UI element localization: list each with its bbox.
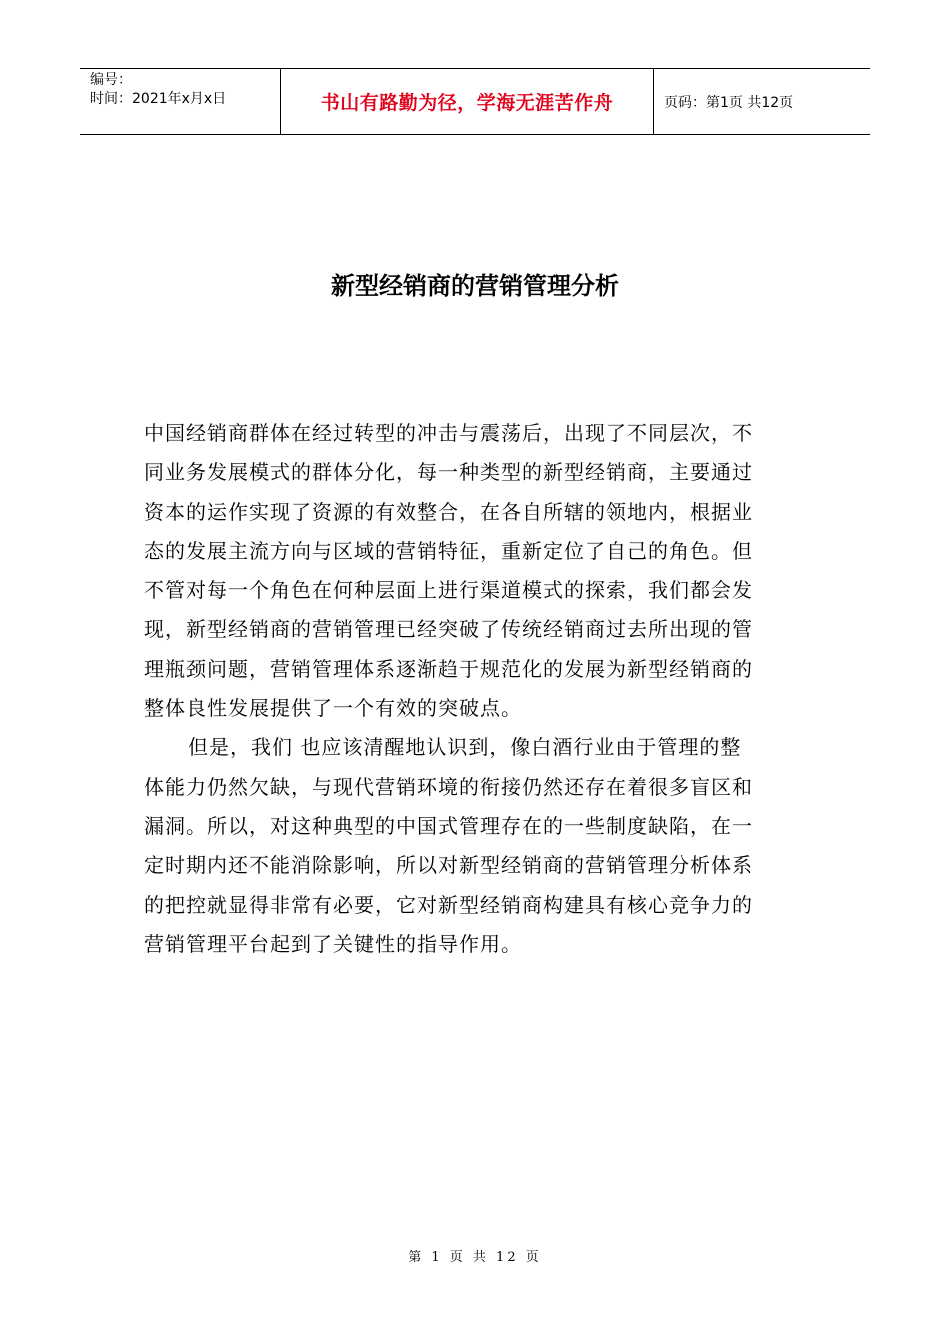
- paragraph-line: 态的发展主流方向与区域的营销特征，重新定位了自己的角色。但: [144, 538, 753, 563]
- paragraph-line: 中国经销商群体在经过转型的冲击与震荡后，出现了不同层次，不: [144, 421, 753, 445]
- paragraph-line: 整体良性发展提供了一个有效的突破点。: [144, 696, 522, 721]
- header-page-info: 页码：第1页 共12页: [664, 94, 794, 111]
- header-page-cell: [654, 69, 870, 134]
- paragraph-line: 营销管理平台起到了关键性的指导作用。: [144, 931, 522, 956]
- paragraph-1: [144, 414, 798, 728]
- header-meta-cell: [80, 69, 281, 134]
- document-title: 新型经销商的营销管理分析: [331, 271, 619, 300]
- paragraph-line: 漏洞。所以，对这种典型的中国式管理存在的一些制度缺陷，在一: [144, 813, 753, 838]
- document-header: [80, 68, 870, 135]
- header-motto-cell: [281, 69, 654, 134]
- document-number-label: 编号：: [90, 72, 132, 88]
- paragraph-line: 体能力仍然欠缺，与现代营销环境的衔接仍然还存在着很多盲区和: [144, 774, 753, 799]
- paragraph-line: 现，新型经销商的营销管理已经突破了传统经销商过去所出现的管: [144, 617, 753, 642]
- paragraph-line: 理瓶颈问题，营销管理体系逐渐趋于规范化的发展为新型经销商的: [144, 656, 753, 681]
- paragraph-line: 但是，我们 也应该清醒地认识到，像白酒行业由于管理的整: [188, 735, 742, 760]
- page-footer: 第 1 页 共 12 页: [408, 1250, 542, 1265]
- paragraph-line: 定时期内还不能消除影响，所以对新型经销商的营销管理分析体系: [144, 853, 753, 878]
- document-date-label: 时间：2021年x月x日: [90, 91, 227, 107]
- document-body: [144, 414, 798, 964]
- header-motto: 书山有路勤为径，学海无涯苦作舟: [320, 92, 614, 114]
- paragraph-2: [144, 728, 798, 964]
- paragraph-line: 不管对每一个角色在何种层面上进行渠道模式的探索，我们都会发: [144, 578, 753, 603]
- paragraph-line: 的把控就显得非常有必要，它对新型经销商构建具有核心竞争力的: [144, 892, 753, 917]
- paragraph-line: 同业务发展模式的群体分化，每一种类型的新型经销商，主要通过: [144, 460, 753, 485]
- paragraph-line: 资本的运作实现了资源的有效整合，在各自所辖的领地内，根据业: [144, 499, 753, 524]
